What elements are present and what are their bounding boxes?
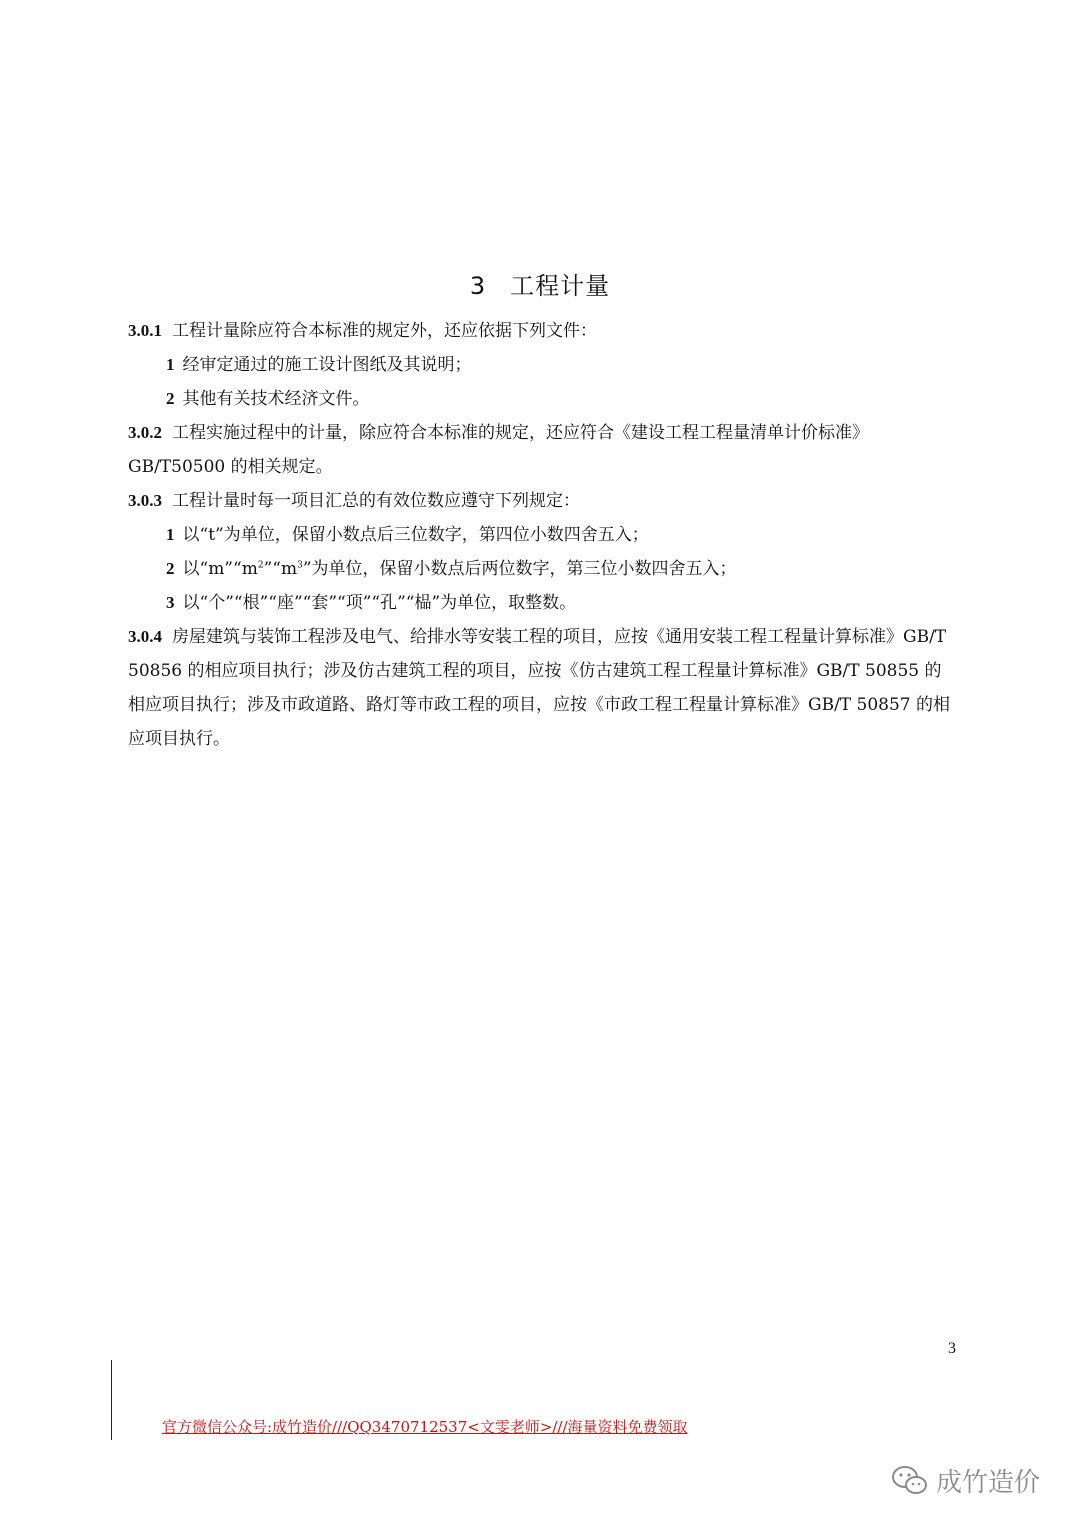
item-text: 其他有关技术经济文件。 (182, 389, 370, 409)
page-number: 3 (948, 1340, 956, 1357)
clause-3-0-1 (128, 314, 958, 348)
item-number: 2 (166, 389, 175, 408)
clause-3-0-3 (128, 484, 958, 518)
watermark-text: 成竹造价 (936, 1468, 1041, 1498)
list-item (128, 586, 958, 620)
clause-number: 3.0.3 (128, 491, 162, 510)
watermark (890, 1462, 1040, 1499)
item-number: 1 (166, 355, 175, 374)
clause-number: 3.0.1 (128, 321, 162, 340)
item-text: 经审定通过的施工设计图纸及其说明； (182, 355, 472, 375)
clause-3-0-2 (128, 416, 958, 484)
superscript: 2 (257, 560, 264, 571)
list-item (128, 382, 958, 416)
superscript: 3 (297, 560, 303, 571)
body-text (128, 314, 958, 756)
clause-text: 工程实施过程中的计量，除应符合本标准的规定，还应符合《建设工程工程量清单计价标准》GB/T50500 的相关规定。 (128, 423, 869, 477)
wechat-icon (890, 1464, 930, 1498)
item-text: 以“个”“根”“座”“套”“项”“孔”“榀”为单位，取整数。 (182, 593, 577, 613)
clause-text: 房屋建筑与装饰工程涉及电气、给排水等安装工程的项目，应按《通用安装工程工程量计算标准》GB/T 50856 的相应项目执行；涉及仿古建筑工程的项目，应按《仿古建筑工程工程量计算标准》GB/T 50855 的相应项目执行；涉及市政道路、路灯等市政工程的项目，应按《市政工程工程量计算标准》GB/T 50857 的相应项目执行。 (128, 627, 951, 749)
item-number: 3 (166, 593, 175, 612)
list-item (128, 348, 958, 382)
item-text-post: ”为单位，保留小数点后两位数字，第三位小数四舍五入； (302, 559, 737, 579)
item-number: 1 (166, 525, 175, 544)
margin-divider (111, 1360, 112, 1440)
footer-promo-link[interactable]: 官方微信公众号:成竹造价///QQ3470712537<文雯老师>///海量资料免费领取 (162, 1418, 688, 1436)
item-number: 2 (166, 559, 175, 578)
chapter-heading (0, 266, 1080, 301)
chapter-title: 工程计量 (510, 272, 611, 300)
item-text: 以“t”为单位，保留小数点后三位数字，第四位小数四舍五入； (182, 525, 649, 545)
list-item (128, 518, 958, 552)
clause-text: 工程计量除应符合本标准的规定外，还应依据下列文件： (172, 321, 597, 341)
list-item (128, 552, 958, 586)
item-text-pre: 以“m”“m (182, 559, 258, 579)
chapter-number: 3 (469, 272, 487, 300)
item-text-mid: ”“m (263, 559, 298, 579)
clause-number: 3.0.2 (128, 423, 162, 442)
clause-text: 工程计量时每一项目汇总的有效位数应遵守下列规定： (172, 491, 580, 511)
clause-number: 3.0.4 (128, 627, 162, 646)
clause-3-0-4 (128, 620, 958, 756)
